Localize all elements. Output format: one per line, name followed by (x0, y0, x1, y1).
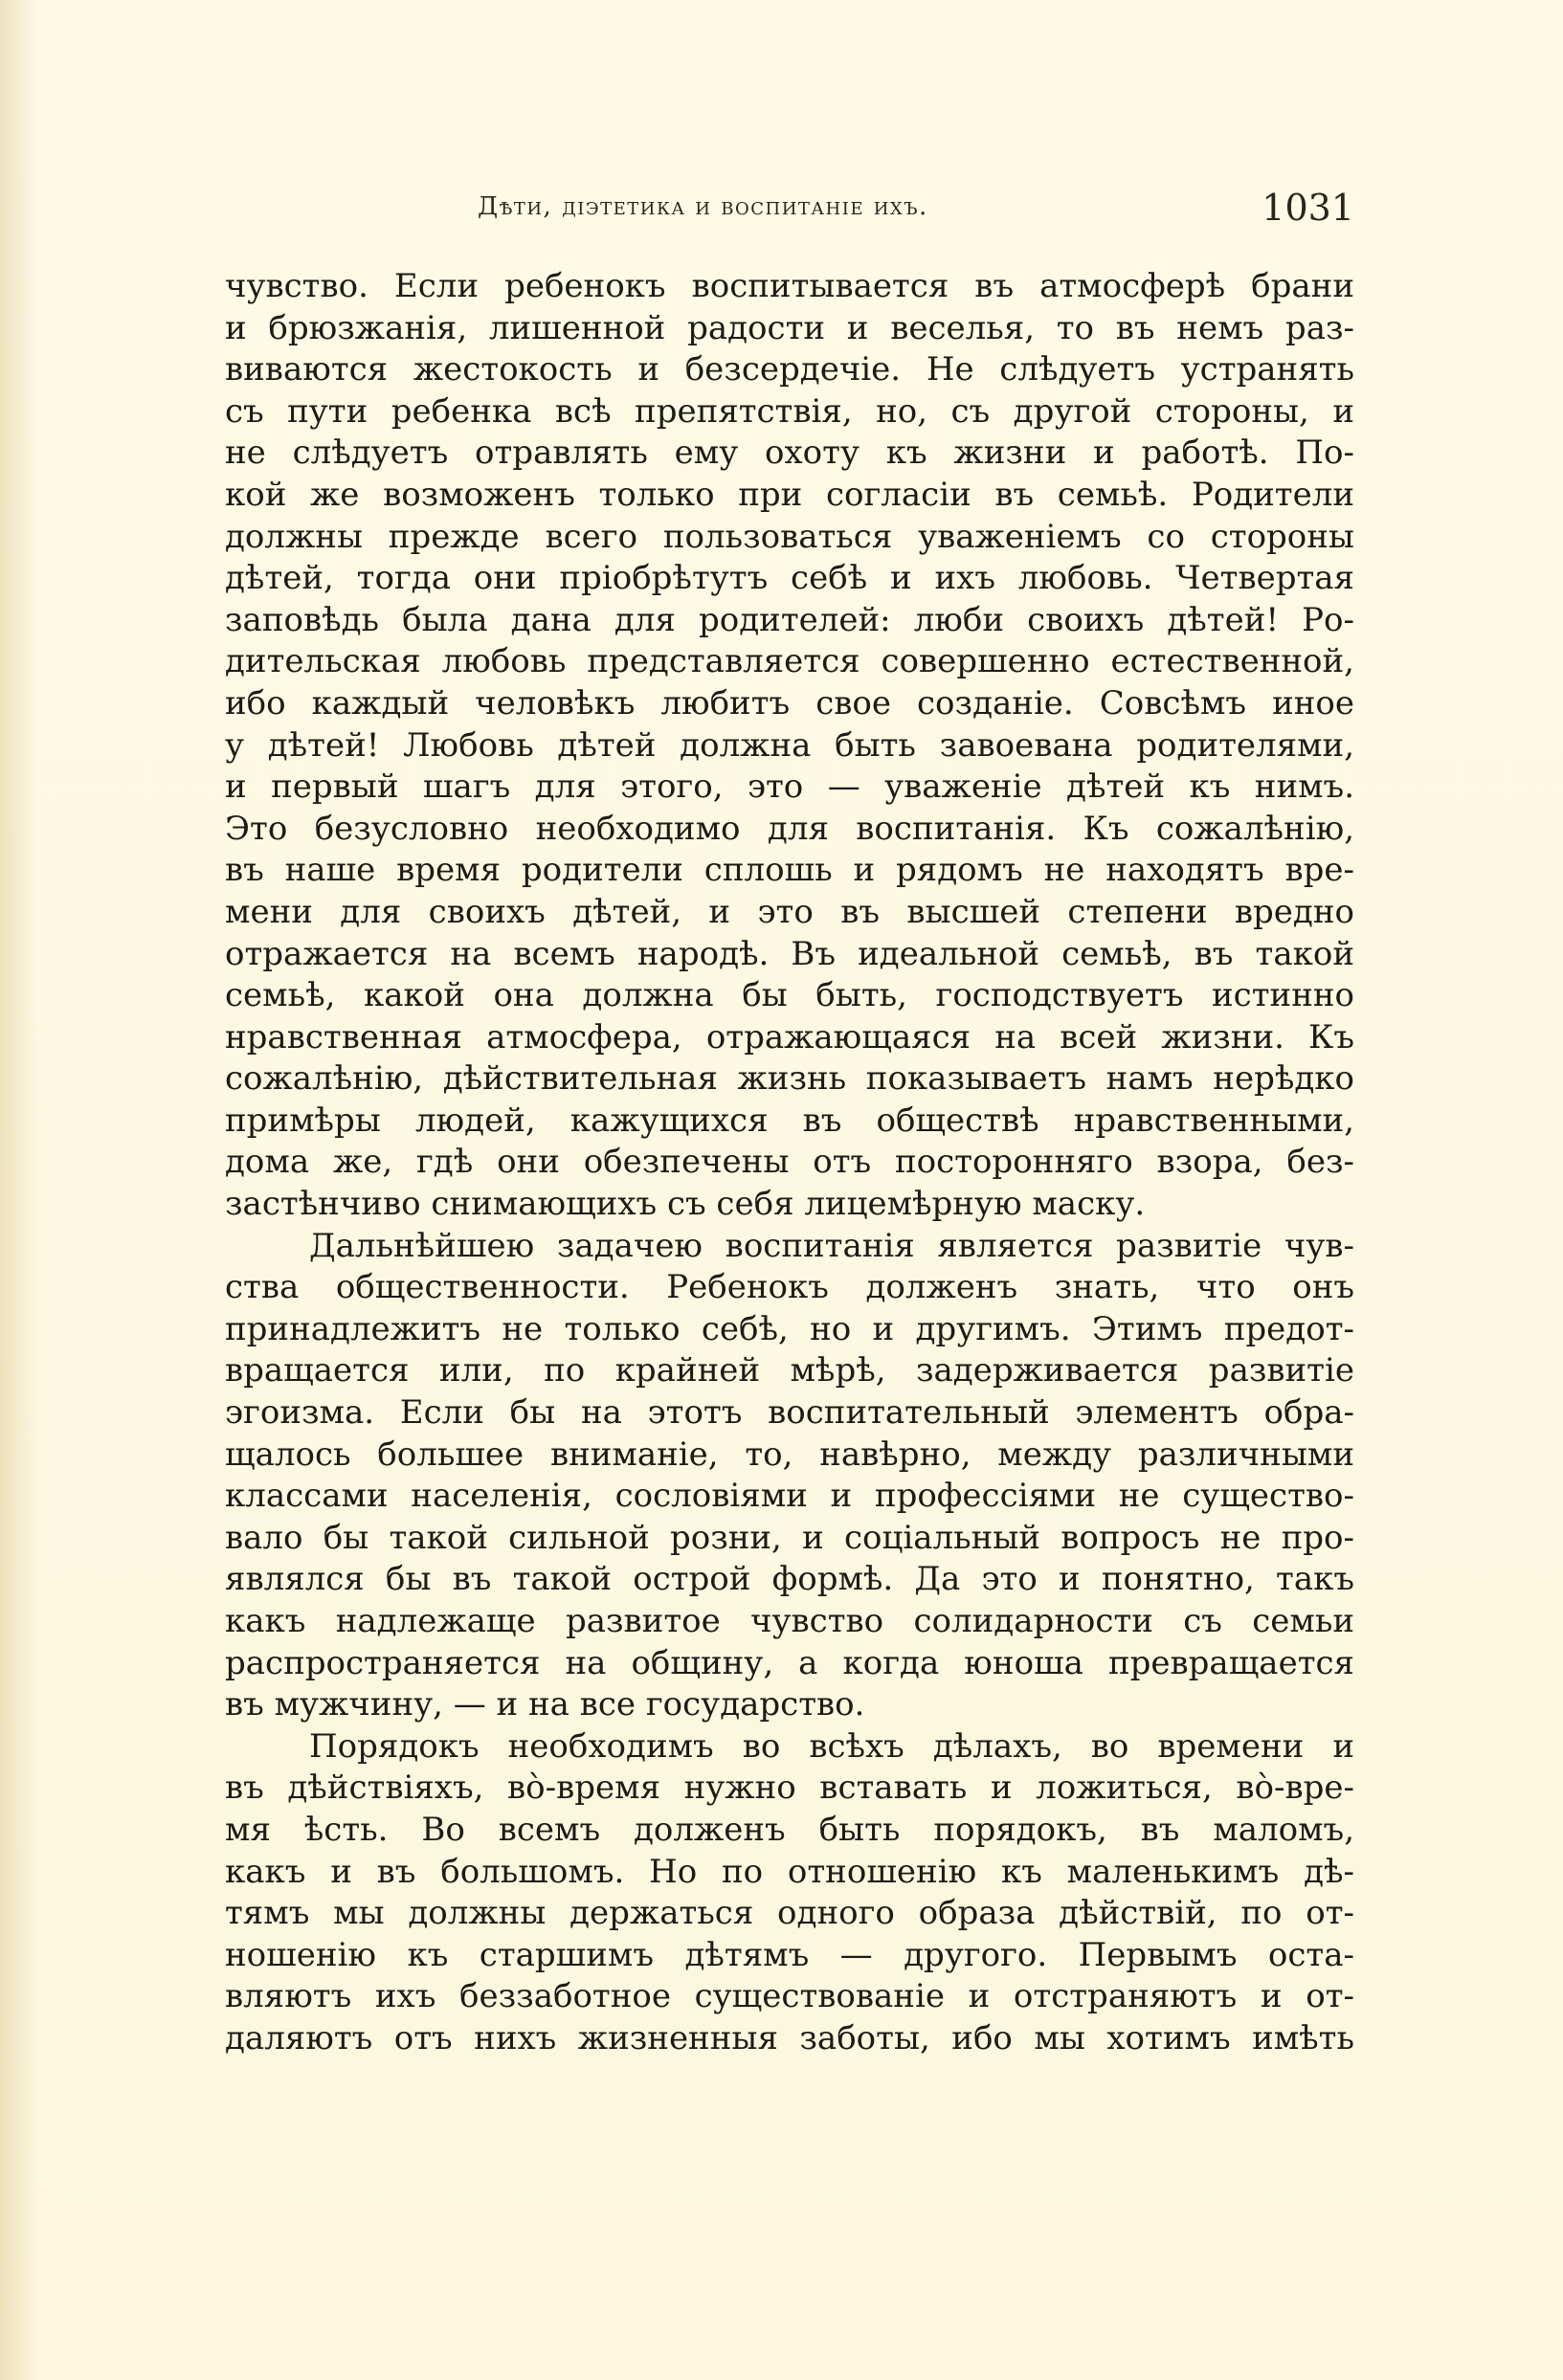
text-line: щалось большее вниманіе, то, навѣрно, между различными (225, 1435, 1354, 1474)
text-line: Порядокъ необходимъ во всѣхъ дѣлахъ, во времени и (309, 1726, 1354, 1766)
text-line: принадлежитъ не только себѣ, но и другимъ. Этимъ предот- (225, 1309, 1354, 1348)
text-line: даляютъ отъ нихъ жизненныя заботы, ибо мы хотимъ имѣть (225, 2018, 1354, 2057)
text-line: кой же возможенъ только при согласіи въ семьѣ. Родители (225, 475, 1354, 514)
page-number: 1031 (1262, 187, 1354, 229)
text-line: должны прежде всего пользоваться уваженіемъ со стороны (225, 517, 1354, 556)
text-line: распространяется на общину, а когда юноша превращается (225, 1643, 1354, 1682)
text-line: не слѣдуетъ отравлять ему охоту къ жизни и работѣ. По- (225, 434, 1354, 473)
running-title: Дѣти, діэтетика и воспитаніе ихъ. (478, 192, 928, 221)
text-line: эгоизма. Если бы на этотъ воспитательный элементъ обра- (225, 1393, 1354, 1433)
text-line: вляютъ ихъ беззаботное существованіе и отстраняютъ и от- (225, 1977, 1354, 2016)
text-line: классами населенія, сословіями и профессіями не существо- (225, 1477, 1354, 1516)
text-line: отражается на всемъ народѣ. Въ идеальной семьѣ, въ такой (225, 934, 1354, 973)
text-line: ношенію къ старшимъ дѣтямъ — другого. Первымъ оста- (225, 1935, 1354, 1974)
text-line: Это безусловно необходимо для воспитанія. Къ сожалѣнію, (225, 809, 1354, 848)
text-line: тямъ мы должны держаться одного образа дѣйствій, по от- (225, 1894, 1354, 1933)
text-line: чувство. Если ребенокъ воспитывается въ атмосферѣ брани (225, 267, 1354, 305)
running-head (225, 187, 1354, 234)
text-line: сожалѣнію, дѣйствительная жизнь показываетъ намъ нерѣдко (225, 1059, 1354, 1099)
text-line: какъ и въ большомъ. Но по отношенію къ маленькимъ дѣ- (225, 1852, 1354, 1891)
text-line: виваются жестокость и безсердечіе. Не слѣдуетъ устранять (225, 350, 1354, 389)
text-line: въ наше время родители сплошь и рядомъ не находятъ вре- (225, 851, 1354, 890)
text-line: дѣтей, тогда они пріобрѣтутъ себѣ и ихъ любовь. Четвертая (225, 559, 1354, 598)
text-line: въ дѣйствіяхъ, во̀-время нужно вставать и ложиться, во̀-вре- (225, 1768, 1354, 1808)
text-line: вращается или, по крайней мѣрѣ, задерживается развитіе (225, 1351, 1354, 1390)
text-line: дительская любовь представляется совершенно естественной, (225, 642, 1354, 681)
text-line: заповѣдь была дана для родителей: люби своихъ дѣтей! Ро- (225, 600, 1354, 639)
text-line: ства общественности. Ребенокъ долженъ знать, что онъ (225, 1268, 1354, 1307)
text-line: въ мужчину, — и на все государство. (225, 1685, 865, 1724)
text-line: застѣнчиво снимающихъ съ себя лицемѣрную маску. (225, 1185, 1146, 1224)
text-line: нравственная атмосфера, отражающаяся на всей жизни. Къ (225, 1017, 1354, 1057)
text-line: дома же, гдѣ они обезпечены отъ посторонняго взора, без- (225, 1143, 1354, 1182)
text-line: ибо каждый человѣкъ любитъ свое созданіе. Совсѣмъ иное (225, 683, 1354, 723)
text-line: Дальнѣйшею задачею воспитанія является развитіе чув- (309, 1226, 1354, 1265)
text-line: мени для своихъ дѣтей, и это въ высшей степени вредно (225, 892, 1354, 931)
body-text (225, 266, 1354, 2060)
text-line: являлся бы въ такой острой формѣ. Да это и понятно, такъ (225, 1560, 1354, 1599)
text-line: семьѣ, какой она должна бы быть, господствуетъ истинно (225, 976, 1354, 1015)
text-line: и первый шагъ для этого, это — уваженіе дѣтей къ нимъ. (225, 767, 1354, 807)
text-line: мя ѣсть. Во всемъ долженъ быть порядокъ, въ маломъ, (225, 1810, 1354, 1849)
text-line: у дѣтей! Любовь дѣтей должна быть завоевана родителями, (225, 725, 1354, 765)
text-line: какъ надлежаще развитое чувство солидарности съ семьи (225, 1602, 1354, 1640)
text-line: съ пути ребенка всѣ препятствія, но, съ другой стороны, и (225, 391, 1354, 431)
text-line: вало бы такой сильной розни, и соціальный вопросъ не про- (225, 1518, 1354, 1557)
text-line: примѣры людей, кажущихся въ обществѣ нравственными, (225, 1101, 1354, 1140)
text-line: и брюзжанія, лишенной радости и веселья, то въ немъ раз- (225, 308, 1354, 347)
